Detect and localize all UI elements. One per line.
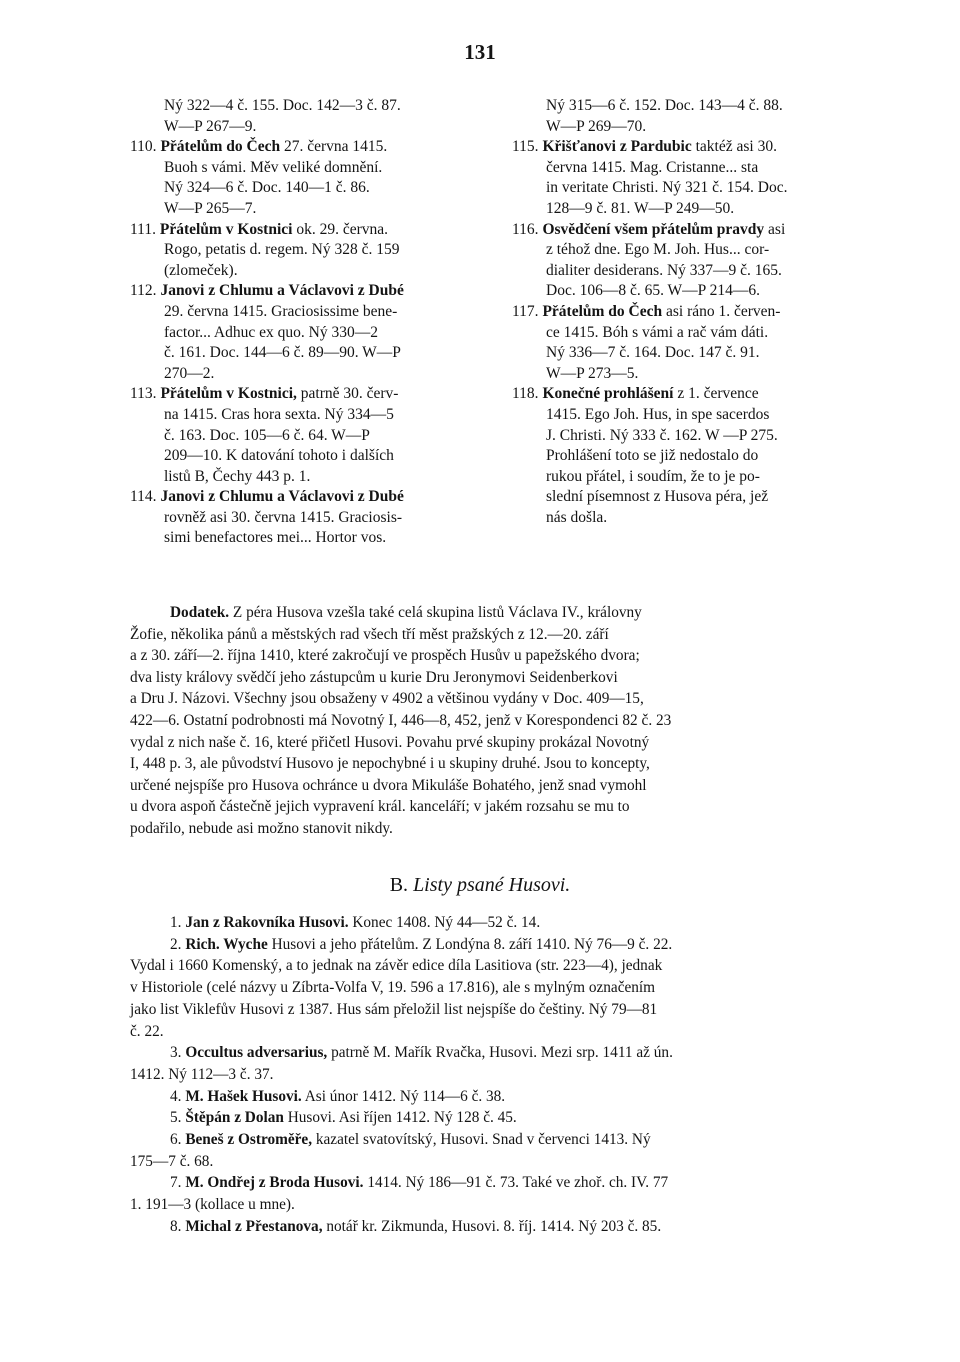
text-line: rovněž asi 30. června 1415. Graciosis- bbox=[164, 508, 403, 526]
text-line: in veritate Christi. Ný 321 č. 154. Doc. bbox=[546, 179, 788, 197]
text-line: Z péra Husova vzešla také celá skupina listů Václava IV., královny bbox=[229, 604, 642, 621]
text-line: a z 30. září—2. října 1410, které zakročují ve prospěch Husův u papežského dvora; bbox=[130, 647, 640, 665]
text-line: 27. června 1415. bbox=[280, 138, 388, 156]
entry-heading: Přátelům v Kostnici, bbox=[160, 385, 297, 403]
entry-heading: M. Hašek Husovi. bbox=[185, 1087, 302, 1105]
entry-113 bbox=[130, 384, 490, 487]
entry-heading: Beneš z Ostroměře, bbox=[185, 1131, 313, 1149]
entry-heading: Janovi z Chlumu a Václavovi z Dubé bbox=[160, 282, 404, 300]
text-line: Ný 322—4 č. 155. Doc. 142—3 č. 87. bbox=[164, 97, 401, 114]
entry-number: 112. bbox=[130, 282, 157, 300]
text-line: ok. 29. června. bbox=[292, 220, 389, 238]
text-line: slední písemnost z Husova péra, jež bbox=[546, 488, 769, 506]
text-line: asi bbox=[764, 220, 786, 238]
dodatek-label: Dodatek. bbox=[170, 604, 230, 621]
text-line: kazatel svatovítský, Husovi. Snad v červenci 1413. Ný bbox=[312, 1131, 651, 1149]
text-line: ce 1415. Bóh s vámi a rač vám dáti. bbox=[546, 323, 769, 341]
letters-to-hus-list bbox=[130, 912, 840, 1238]
text-line: Rogo, petatis d. regem. Ný 328 č. 159 bbox=[164, 241, 400, 259]
text-line: 209—10. K datování tohoto i dalších bbox=[164, 447, 394, 465]
text-line: Doc. 106—8 č. 65. W—P 214—6. bbox=[546, 282, 760, 300]
text-line: Ný 315—6 č. 152. Doc. 143—4 č. 88. bbox=[546, 97, 783, 114]
entry-number: 115. bbox=[512, 138, 539, 156]
entry-number: 7. bbox=[170, 1174, 182, 1192]
text-line: rukou přátel, i soudím, že to je po- bbox=[546, 467, 760, 485]
section-heading bbox=[0, 874, 960, 897]
entry-continuation bbox=[512, 96, 842, 137]
text-line: z 1. července bbox=[673, 385, 759, 403]
list-item bbox=[130, 912, 840, 934]
list-item bbox=[130, 1216, 840, 1238]
text-line: Ný 336—7 č. 164. Doc. 147 č. 91. bbox=[546, 344, 760, 362]
text-line: 128—9 č. 81. W—P 249—50. bbox=[546, 199, 735, 217]
entry-117 bbox=[512, 302, 842, 384]
entry-number: 5. bbox=[170, 1109, 182, 1127]
entry-heading: Jan z Rakovníka Husovi. bbox=[185, 914, 349, 931]
entry-heading: M. Ondřej z Broda Husovi. bbox=[185, 1174, 364, 1192]
text-line: I, 448 p. 3, ale původství Husovo je nepochybné i u skupiny druhé. Jsou to koncepty, bbox=[130, 755, 650, 773]
left-column bbox=[130, 96, 490, 549]
text-line: č. 161. Doc. 144—6 č. 89—90. W—P bbox=[164, 344, 401, 362]
text-line: factor... Adhuc ex quo. Ný 330—2 bbox=[164, 323, 378, 341]
text-line: 270—2. bbox=[164, 364, 215, 382]
text-line: taktéž asi 30. bbox=[691, 138, 777, 156]
text-line: 1415. Ego Joh. Hus, in spe sacerdos bbox=[546, 405, 770, 423]
entry-heading: Rich. Wyche bbox=[185, 935, 268, 953]
text-line: u dvora aspoň částečně jejich vypravení král. kanceláří; v jakém rozsahu se mu to bbox=[130, 798, 630, 816]
entry-number: 4. bbox=[170, 1087, 182, 1105]
text-line: notář kr. Zikmunda, Husovi. 8. říj. 1414. Ný 203 č. 85. bbox=[322, 1217, 662, 1235]
entry-heading: Janovi z Chlumu a Václavovi z Dubé bbox=[160, 488, 404, 506]
entry-heading: Přátelům do Čech bbox=[542, 302, 663, 320]
entry-number: 8. bbox=[170, 1217, 182, 1235]
entry-heading: Přátelům v Kostnici bbox=[159, 220, 293, 238]
entry-number: 114. bbox=[130, 488, 157, 506]
entry-continuation bbox=[130, 96, 490, 137]
text-line: simi benefactores mei... Hortor vos. bbox=[164, 529, 387, 547]
entry-number: 1. bbox=[170, 914, 182, 931]
text-line: W—P 269—70. bbox=[546, 117, 647, 135]
page-number: 131 bbox=[464, 40, 496, 64]
text-line: W—P 265—7. bbox=[164, 199, 257, 217]
list-item bbox=[130, 1172, 840, 1194]
text-line: (zlomeček). bbox=[164, 261, 238, 279]
text-line: asi ráno 1. červen- bbox=[662, 302, 781, 320]
text-line: 1. 191—3 (kollace u mne). bbox=[130, 1196, 295, 1214]
entry-number: 116. bbox=[512, 220, 539, 238]
text-line: nás došla. bbox=[546, 508, 608, 526]
text-line: z téhož dne. Ego M. Joh. Hus... cor- bbox=[546, 241, 770, 259]
list-item bbox=[130, 1042, 840, 1064]
entry-number: 118. bbox=[512, 385, 539, 403]
text-line: Prohlášení toto se již nedostalo do bbox=[546, 447, 759, 465]
entry-heading: Occultus adversarius, bbox=[185, 1044, 328, 1062]
text-line: vydal z nich naše č. 16, které přičetl Husovi. Povahu prvé skupiny prokázal Novotný bbox=[130, 733, 650, 751]
entry-number: 110. bbox=[130, 138, 157, 156]
text-line: Vydal i 1660 Komenský, a to jednak na závěr edice díla Lasitiova (str. 223—4), jednak bbox=[130, 957, 663, 975]
text-line: v Historiole (celé názvy u Zíbrta-Volfa V, 19. 596 a 17.816), ale s mylným označením bbox=[130, 979, 656, 997]
text-line: 1414. Ný 186—91 č. 73. Také ve zhoř. ch. IV. 77 bbox=[363, 1174, 669, 1192]
text-line: W—P 267—9. bbox=[164, 117, 257, 135]
entry-heading: Štěpán z Dolan bbox=[185, 1109, 284, 1127]
entry-number: 113. bbox=[130, 385, 157, 403]
entry-115 bbox=[512, 137, 842, 219]
text-line: Husovi a jeho přátelům. Z Londýna 8. září 1410. Ný 76—9 č. 22. bbox=[267, 935, 673, 953]
entry-heading: Osvědčení všem přátelům pravdy bbox=[542, 220, 765, 238]
text-line: a Dru J. Názovi. Všechny jsou obsaženy v 4902 a většinou vydány v Doc. 409—15, bbox=[130, 690, 644, 708]
text-line: Husovi. Asi říjen 1412. Ný 128 č. 45. bbox=[283, 1109, 517, 1127]
list-item bbox=[130, 1129, 840, 1151]
entry-heading: Křišťanovi z Pardubic bbox=[542, 138, 692, 156]
text-line: na 1415. Cras hora sexta. Ný 334—5 bbox=[164, 405, 394, 423]
text-line: 175—7 č. 68. bbox=[130, 1152, 214, 1170]
text-line: června 1415. Mag. Cristanne... sta bbox=[546, 158, 759, 176]
text-line: Žofie, několika pánů a městských rad všech tří měst pražských z 12.—20. září bbox=[130, 625, 609, 643]
entry-112 bbox=[130, 281, 490, 384]
entry-number: 111. bbox=[130, 220, 156, 238]
entry-111 bbox=[130, 220, 490, 282]
text-line: dialiter desiderans. Ný 337—9 č. 165. bbox=[546, 261, 782, 279]
text-line: Asi únor 1412. Ný 114—6 č. 38. bbox=[301, 1087, 506, 1105]
entry-heading: Konečné prohlášení bbox=[542, 385, 674, 403]
text-line: 422—6. Ostatní podrobnosti má Novotný I, 446—8, 452, jenž v Korespondenci 82 č. 23 bbox=[130, 711, 672, 729]
text-line: Konec 1408. Ný 44—52 č. 14. bbox=[348, 914, 541, 931]
section-prefix: B. bbox=[389, 874, 409, 896]
text-line: 1412. Ný 112—3 č. 37. bbox=[130, 1065, 274, 1083]
text-line: dva listy královy svědčí jeho zástupcům u kurie Dru Jeronymovi Seidenberkovi bbox=[130, 668, 618, 686]
section-title: Listy psané Husovi. bbox=[413, 874, 571, 896]
entry-110 bbox=[130, 137, 490, 219]
text-line: 29. června 1415. Graciosissime bene- bbox=[164, 302, 398, 320]
right-column bbox=[512, 96, 842, 528]
text-line: J. Christi. Ný 333 č. 162. W —P 275. bbox=[546, 426, 778, 444]
text-line: patrně M. Mařík Rvačka, Husovi. Mezi srp. 1411 až ún. bbox=[327, 1044, 673, 1062]
text-line: Ný 324—6 č. Doc. 140—1 č. 86. bbox=[164, 179, 370, 197]
entry-116 bbox=[512, 220, 842, 302]
text-line: listů B, Čechy 443 p. 1. bbox=[164, 467, 311, 485]
entry-114 bbox=[130, 487, 490, 549]
entry-number: 6. bbox=[170, 1131, 182, 1149]
text-line: W—P 273—5. bbox=[546, 364, 639, 382]
text-line: podařilo, nebude asi možno stanovit nikdy. bbox=[130, 819, 393, 837]
text-line: jako list Viklefův Husovi z 1387. Hus sám přeložil list nejspíše do češtiny. Ný 79—81 bbox=[130, 1000, 658, 1018]
entry-heading: Přátelům do Čech bbox=[160, 138, 281, 156]
list-item bbox=[130, 934, 840, 956]
text-line: č. 163. Doc. 105—6 č. 64. W—P bbox=[164, 426, 370, 444]
list-item bbox=[130, 1107, 840, 1129]
list-item bbox=[130, 1086, 840, 1108]
text-line: určené nejspíše pro Husova ochránce u dvora Mikuláše Bohatého, jenž snad vymohl bbox=[130, 776, 647, 794]
text-line: Buoh s vámi. Měv veliké domnění. bbox=[164, 158, 383, 176]
entry-number: 3. bbox=[170, 1044, 182, 1062]
entry-number: 117. bbox=[512, 302, 539, 320]
entry-number: 2. bbox=[170, 935, 182, 953]
entry-118 bbox=[512, 384, 842, 528]
entry-heading: Michal z Přestanova, bbox=[185, 1217, 323, 1235]
dodatek-paragraph bbox=[130, 602, 840, 840]
text-line: patrně 30. červ- bbox=[296, 385, 399, 403]
text-line: č. 22. bbox=[130, 1022, 164, 1040]
